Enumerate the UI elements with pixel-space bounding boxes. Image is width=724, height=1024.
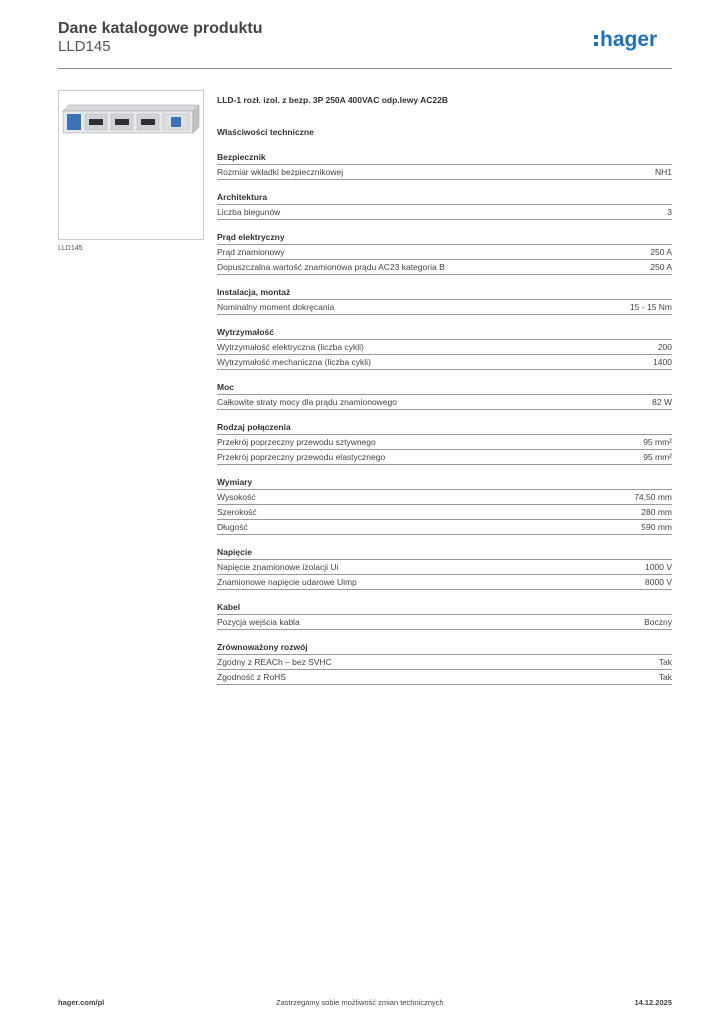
spec-section <box>217 601 672 630</box>
spec-section <box>217 641 672 685</box>
spec-row <box>217 355 672 370</box>
section-title: Napięcie <box>217 546 672 560</box>
image-caption: LLD145 <box>58 245 83 252</box>
spec-value: 74,50 mm <box>634 492 672 502</box>
section-title: Moc <box>217 381 672 395</box>
section-title: Instalacja, montaż <box>217 286 672 300</box>
spec-value: 15 - 15 Nm <box>629 302 672 312</box>
spec-row <box>217 435 672 450</box>
spec-section <box>217 231 672 275</box>
spec-label: Wysokość <box>217 492 256 502</box>
section-title: Bezpiecznik <box>217 151 672 165</box>
switch-disconnector-picture <box>59 91 203 239</box>
spec-value: 1400 <box>653 357 672 367</box>
spec-row <box>217 395 672 410</box>
spec-row <box>217 575 672 590</box>
spec-section <box>217 421 672 465</box>
page-header <box>58 20 672 69</box>
product-details <box>217 95 672 696</box>
spec-row <box>217 670 672 685</box>
product-code: LLD145 <box>58 38 111 55</box>
spec-sections <box>217 151 672 685</box>
spec-value: 250 A <box>650 247 672 257</box>
hager-logo <box>592 26 672 52</box>
section-title: Architektura <box>217 191 672 205</box>
spec-section <box>217 326 672 370</box>
spec-row <box>217 490 672 505</box>
spec-label: Nominalny moment dokręcania <box>217 302 335 312</box>
spec-section <box>217 546 672 590</box>
spec-row <box>217 165 672 180</box>
spec-section <box>217 191 672 220</box>
spec-label: Prąd znamionowy <box>217 247 285 257</box>
spec-row <box>217 205 672 220</box>
spec-section <box>217 381 672 410</box>
spec-row <box>217 340 672 355</box>
spec-label: Zgodność z RoHS <box>217 672 286 682</box>
document-title: Dane katalogowe produktu <box>58 20 263 37</box>
spec-value: Boczny <box>644 617 672 627</box>
spec-label: Przekrój poprzeczny przewodu elastycznego <box>217 452 386 462</box>
spec-section <box>217 476 672 535</box>
spec-row <box>217 615 672 630</box>
spec-row <box>217 450 672 465</box>
spec-label: Całkowite straty mocy dla prądu znamionowego <box>217 397 398 407</box>
spec-label: Długość <box>217 522 248 532</box>
spec-value: 1000 V <box>645 562 672 572</box>
section-title: Rodzaj połączenia <box>217 421 672 435</box>
spec-value: Tak <box>658 657 672 667</box>
spec-label: Szerokość <box>217 507 257 517</box>
section-title: Prąd elektryczny <box>217 231 672 245</box>
spec-row <box>217 505 672 520</box>
spec-row <box>217 655 672 670</box>
spec-row <box>217 560 672 575</box>
spec-row <box>217 300 672 315</box>
spec-label: Wytrzymałość mechaniczna (liczba cykli) <box>217 357 371 367</box>
spec-value: NH1 <box>654 167 672 177</box>
footer-website: hager.com/pl <box>58 998 105 1007</box>
footer-date: 14.12.2025 <box>634 998 672 1007</box>
spec-label: Wytrzymałość elektryczna (liczba cykli) <box>217 342 364 352</box>
technical-properties-heading: Właściwości techniczne <box>217 127 314 137</box>
product-name: LLD-1 rozł. izol. z bezp. 3P 250A 400VAC odp.lewy AC22B <box>217 95 448 105</box>
spec-value: 3 <box>667 207 672 217</box>
spec-value: 280 mm <box>641 507 672 517</box>
spec-label: Dopuszczalna wartość znamionowa prądu AC23 kategoria B <box>217 262 445 272</box>
product-image <box>58 90 204 240</box>
spec-value: 82 W <box>652 397 672 407</box>
spec-section <box>217 286 672 315</box>
spec-label: Znamionowe napięcie udarowe Uimp <box>217 577 357 587</box>
logo-text: hager <box>600 28 658 51</box>
spec-value: 200 <box>657 342 672 352</box>
footer-disclaimer: Zastrzegamy sobie możliwość zmian technicznych <box>276 998 444 1007</box>
spec-value: 95 mm² <box>643 452 672 462</box>
spec-label: Liczba biegunów <box>217 207 281 217</box>
spec-row <box>217 260 672 275</box>
spec-label: Napięcie znamionowe izolacji Ui <box>217 562 339 572</box>
logo-dot-bottom <box>594 42 598 46</box>
spec-value: 8000 V <box>645 577 672 587</box>
logo-dot-top <box>594 35 598 39</box>
section-title: Wytrzymałość <box>217 326 672 340</box>
spec-value: Tak <box>658 672 672 682</box>
spec-row <box>217 520 672 535</box>
spec-value: 95 mm² <box>643 437 672 447</box>
section-title: Wymiary <box>217 476 672 490</box>
section-title: Zrównoważony rozwój <box>217 641 672 655</box>
spec-label: Przekrój poprzeczny przewodu sztywnego <box>217 437 376 447</box>
spec-value: 590 mm <box>641 522 672 532</box>
section-title: Kabel <box>217 601 672 615</box>
spec-label: Zgodny z REACh – bez SVHC <box>217 657 332 667</box>
spec-section <box>217 151 672 180</box>
spec-label: Pozycja wejścia kabla <box>217 617 300 627</box>
spec-row <box>217 245 672 260</box>
spec-value: 250 A <box>650 262 672 272</box>
spec-label: Rozmiar wkładki bezpiecznikowej <box>217 167 344 177</box>
